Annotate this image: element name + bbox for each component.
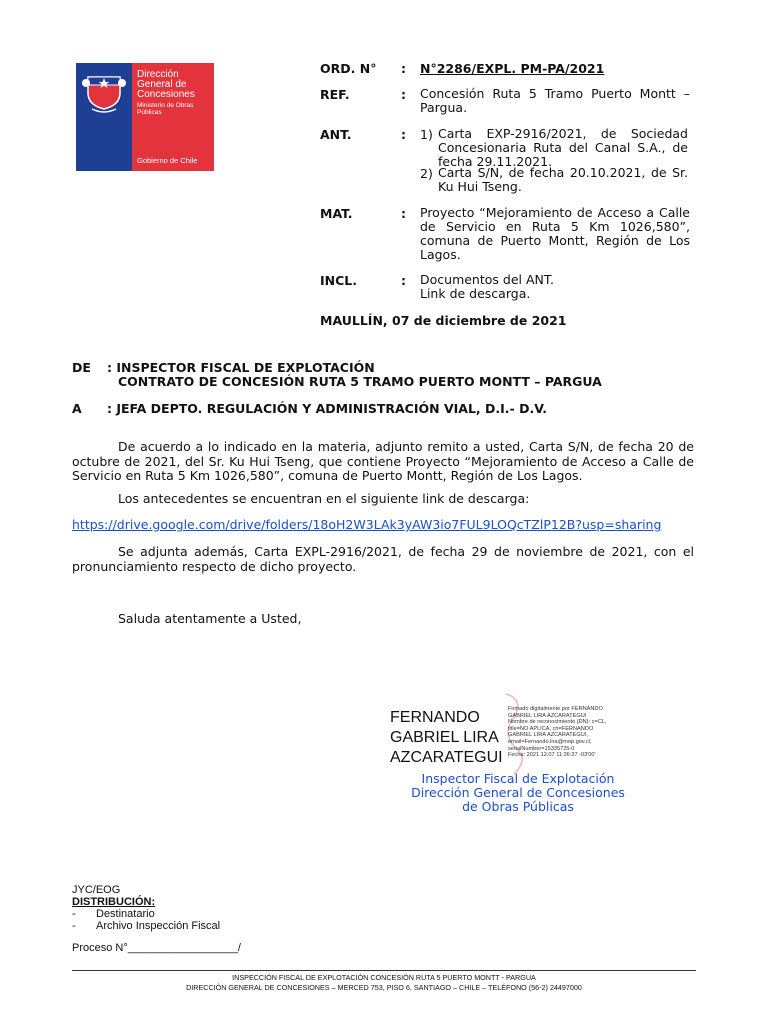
- de-label: DE: [72, 360, 91, 375]
- a-line: : JEFA DEPTO. REGULACIÓN Y ADMINISTRACIÓN VIAL, D.I.- D.V.: [107, 401, 548, 416]
- distribution-item-label: Archivo Inspección Fiscal: [96, 920, 221, 932]
- bullet: -: [72, 920, 76, 932]
- logo-title: Dirección General de Concesiones: [137, 69, 195, 100]
- logo-ministry: Ministerio de Obras Públicas: [137, 102, 194, 116]
- digital-signature-line: title=NO APLICA, cn=FERNANDO: [508, 725, 594, 732]
- distribution-item: [72, 920, 220, 932]
- signer-name-line: AZCARATEGUI: [390, 749, 503, 766]
- incl-label: INCL.: [320, 273, 357, 288]
- digital-signature-line: GABRIEL LIRA AZCARATEGUI,: [508, 732, 588, 739]
- body-paragraph-2: Los antecedentes se encuentran en el siguiente link de descarga:: [118, 491, 530, 506]
- ord-colon: :: [401, 61, 406, 76]
- place-date: MAULLÍN, 07 de diciembre de 2021: [320, 313, 567, 328]
- digital-signature-details: [508, 706, 633, 759]
- mat-value: Proyecto “Mejoramiento de Acceso a Calle de Servicio en Ruta 5 Km 1026,580”, comuna de Puerto Montt, Región de Los Lagos.: [420, 205, 690, 262]
- ant-list: [420, 127, 690, 197]
- ref-value: Concesión Ruta 5 Tramo Puerto Montt – Pargua.: [420, 86, 690, 115]
- ref-label: REF.: [320, 87, 350, 102]
- mat-colon: :: [401, 206, 406, 221]
- proceso-number: Proceso N°__________________/: [72, 942, 241, 954]
- distribution-item: [72, 908, 220, 920]
- download-link[interactable]: https://drive.google.com/drive/folders/18oH2W3LAk3yAW3io7FUL9LOQcTZlP12B?usp=sharing: [72, 517, 662, 532]
- distribution-item-label: Destinatario: [96, 908, 155, 920]
- ord-number: N°2286/EXPL. PM-PA/2021: [420, 61, 605, 76]
- mat-label: MAT.: [320, 206, 353, 221]
- logo-text-panel: [132, 63, 214, 171]
- signer-title: [400, 772, 636, 814]
- ant-item-number: 2): [420, 166, 433, 181]
- logo-emblem: [76, 63, 132, 171]
- mop-logo: [76, 63, 214, 171]
- signer-title-line: de Obras Públicas: [462, 799, 574, 814]
- de-line2: CONTRATO DE CONCESIÓN RUTA 5 TRAMO PUERTO MONTT – PARGUA: [118, 374, 602, 389]
- signer-name-line: FERNANDO: [390, 709, 480, 726]
- digital-signature-line: GABRIEL LIRA AZCARATEGUI: [508, 712, 587, 719]
- ant-label: ANT.: [320, 127, 352, 142]
- digital-signature-line: Nombre de reconocimiento (DN): c=CL,: [508, 719, 607, 726]
- signer-name: [390, 708, 503, 768]
- footer-line-1: INSPECCIÓN FISCAL DE EXPLOTACIÓN CONCESIÓN RUTA 5 PUERTO MONTT - PARGUA: [232, 973, 536, 982]
- digital-signature-line: Fecha: 2021.12.07 11:26:27 -03'00': [508, 752, 596, 759]
- ant-item-number: 1): [420, 127, 433, 142]
- distribution-block: [72, 884, 220, 932]
- ant-item-text: Carta EXP-2916/2021, de Sociedad Concesionaria Ruta del Canal S.A., de fecha 29.11.2021.: [438, 126, 688, 169]
- ant-item-text: Carta S/N, de fecha 20.10.2021, de Sr. Ku Hui Tseng.: [438, 165, 688, 194]
- ref-colon: :: [401, 87, 406, 102]
- incl-value: [420, 273, 554, 301]
- digital-signature-line: email=Fernando.lira@mop.gov.cl,: [508, 738, 592, 745]
- initials: JYC/EOG: [72, 884, 121, 896]
- distribution-heading: DISTRIBUCIÓN:: [72, 896, 156, 908]
- body-paragraph-1: De acuerdo a lo indicado en la materia, adjunto remito a usted, Carta S/N, de fecha 20 de octubre de 2021, del Sr. Ku Hui Tseng, que contiene Proyecto “Mejoramiento de Acceso a Calle de Servicio en Ruta 5 Km 1026,580”, comuna de Puerto Montt, Región de Los Lagos.: [72, 439, 694, 484]
- footer-divider: [72, 970, 696, 971]
- a-label: A: [72, 401, 82, 416]
- ord-label: ORD. N°: [320, 61, 377, 76]
- coat-of-arms-icon: [76, 63, 132, 171]
- digital-signature-line: serialNumber=15335725-0: [508, 745, 575, 752]
- bullet: -: [72, 908, 76, 920]
- logo-government: Gobierno de Chile: [137, 156, 198, 165]
- signer-title-line: Inspector Fiscal de Explotación: [421, 771, 615, 786]
- closing-line: Saluda atentamente a Usted,: [118, 611, 302, 626]
- digital-signature-line: Firmado digitalmente por FERNANDO: [508, 706, 603, 712]
- incl-line: Documentos del ANT.: [420, 272, 554, 287]
- ant-colon: :: [401, 127, 406, 142]
- footer-line-2: DIRECCIÓN GENERAL DE CONCESIONES – MERCED 753, PISO 6, SANTIAGO – CHILE – TELÉFONO (56-2) 24497000: [186, 983, 582, 992]
- de-line1: : INSPECTOR FISCAL DE EXPLOTACIÓN: [107, 360, 375, 375]
- incl-colon: :: [401, 273, 406, 288]
- signer-name-line: GABRIEL LIRA: [390, 729, 499, 746]
- body-paragraph-3: Se adjunta además, Carta EXPL-2916/2021, de fecha 29 de noviembre de 2021, con el pronunciamiento respecto de dicho proyecto.: [72, 544, 694, 574]
- incl-line: Link de descarga.: [420, 286, 531, 301]
- signer-title-line: Dirección General de Concesiones: [411, 785, 625, 800]
